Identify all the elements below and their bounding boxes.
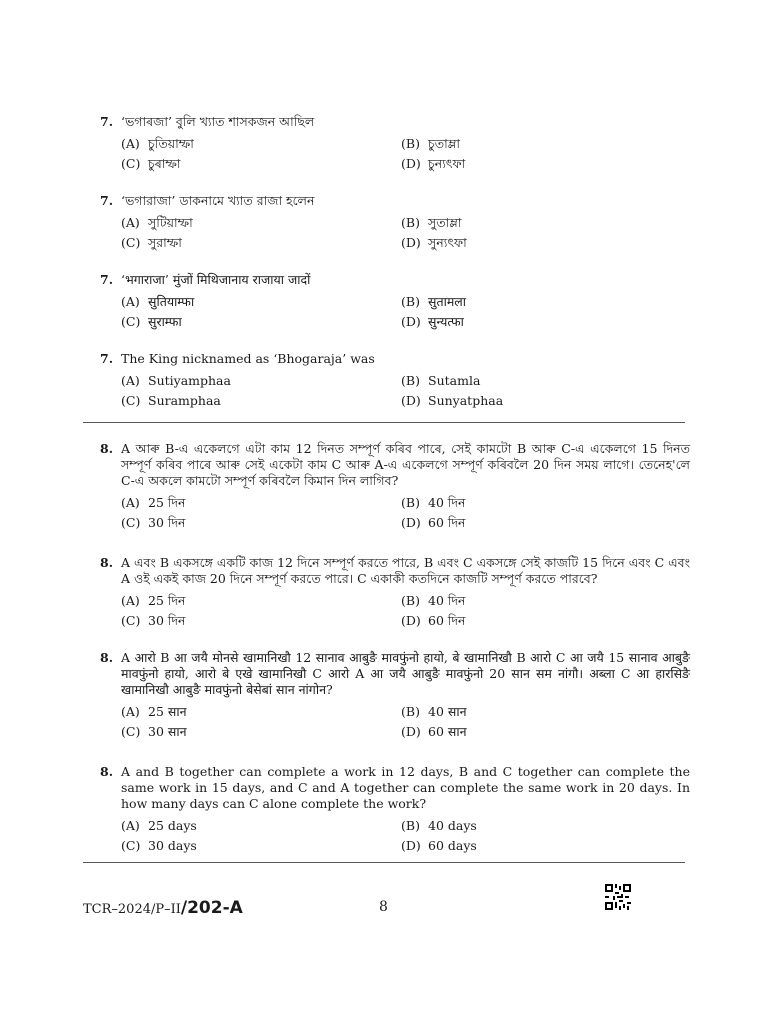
question-8-bodo <box>100 650 690 740</box>
option-a: (A) চুতিয়াম্ফা <box>121 136 194 151</box>
option-a: (A) 25 सान <box>121 704 187 719</box>
option-a: (A) Sutiyamphaa <box>121 373 231 388</box>
question-text: A আৰু B-এ একেলগে এটা কাম 12 দিনত সম্পূৰ্ণ কৰিব পাৰে, সেই কামটো B আৰু C-এ একেলগে 15 দিনত সম্পূৰ্ণ কৰিব পাৰে আৰু সেই একেটা কাম C আৰু A-এ একেলগে সম্পূৰ্ণ কৰিবলৈ 20 দিন সময় লাগে। তেনেহ'লে C-এ অকলে কামটো সম্পূৰ্ণ কৰিবলৈ কিমান দিন লাগিব? <box>121 441 690 488</box>
option-d: (D) 60 দিন <box>401 613 466 628</box>
option-c: (C) 30 सान <box>121 724 187 739</box>
option-a: (A) 25 দিন <box>121 593 186 608</box>
option-d: (D) 60 सान <box>401 724 467 739</box>
question-number: 8. <box>100 555 114 570</box>
page-number: 8 <box>379 899 388 915</box>
option-b: (B) 40 দিন <box>401 593 466 608</box>
option-d: (D) Sunyatphaa <box>401 393 504 408</box>
question-8-bengali <box>100 555 690 629</box>
option-a: (A) सुतियाम्फा <box>121 294 195 309</box>
option-d: (D) সুন্যৎফা <box>401 235 467 250</box>
option-d: (D) চুন্যৎফা <box>401 156 466 171</box>
option-c: (C) 30 দিন <box>121 515 186 530</box>
paper-code: TCR–2024/P–II/202-A <box>83 898 243 918</box>
option-a: (A) 25 days <box>121 818 197 833</box>
question-number: 8. <box>100 764 114 779</box>
question-number: 7. <box>100 114 114 129</box>
option-c: (C) Suramphaa <box>121 393 221 408</box>
question-text: ‘ভগারাজা’ ডাকনামে খ্যাত রাজা হলেন <box>121 193 315 208</box>
option-b: (B) Sutamla <box>401 373 481 388</box>
question-7-bengali <box>100 193 690 251</box>
question-7-assamese <box>100 114 690 172</box>
option-d: (D) सुन्यत्फा <box>401 314 464 329</box>
option-a: (A) 25 দিন <box>121 495 186 510</box>
option-b: (B) চুতাম্লা <box>401 136 461 151</box>
option-b: (B) 40 দিন <box>401 495 466 510</box>
option-d: (D) 60 দিন <box>401 515 466 530</box>
option-b: (B) 40 सान <box>401 704 467 719</box>
question-number: 7. <box>100 272 114 287</box>
question-text: A आरो B आ जयै मोनसे खामानिखौ 12 सानाव आबुङै मावफुंनो हायो, बे खामानिखौ B आरो C आ जयै 15 सानाव आबुङै मावफुंनो हायो, आरो बे एखे खामानिखौ C आरो A आ जयै आबुङै मावफुंनो 20 सान सम नांगौ। अब्ला C आ हारसिङै खामानिखौ आबुङै मावफुंनो बेसेबां सान नांगोन? <box>121 650 690 697</box>
option-c: (C) सुराम्फा <box>121 314 182 329</box>
qr-code-icon <box>605 884 631 910</box>
section-divider <box>83 422 685 423</box>
option-c: (C) 30 days <box>121 838 197 853</box>
option-b: (B) सुतामला <box>401 294 467 309</box>
option-d: (D) 60 days <box>401 838 477 853</box>
question-number: 8. <box>100 650 114 665</box>
question-8-assamese <box>100 441 690 531</box>
footer-divider <box>83 862 685 863</box>
option-c: (C) সুরাম্ফা <box>121 235 182 250</box>
option-b: (B) 40 days <box>401 818 477 833</box>
question-text: ‘भगाराजा’ मुंजों मिथिजानाय राजाया जादों <box>121 272 311 287</box>
question-number: 7. <box>100 193 114 208</box>
question-text: A and B together can complete a work in 12 days, B and C together can complete the same work in 15 days, and C and A together can complete the same work in 20 days. In how many days can C alone complete the work? <box>121 764 690 811</box>
question-text: The King nicknamed as ‘Bhogaraja’ was <box>121 351 375 366</box>
question-number: 8. <box>100 441 114 456</box>
question-text: A এবং B একসঙ্গে একটি কাজ 12 দিনে সম্পূর্ণ করতে পারে, B এবং C একসঙ্গে সেই কাজটি 15 দিনে এবং C এবং A ওই একই কাজ 20 দিনে সম্পূর্ণ করতে পারে। C একাকী কতদিনে কাজটি সম্পূর্ণ করতে পারবে? <box>121 555 690 586</box>
question-number: 7. <box>100 351 114 366</box>
option-c: (C) চুৰাম্ফা <box>121 156 181 171</box>
question-7-bodo <box>100 272 690 330</box>
option-a: (A) সুটিয়াম্ফা <box>121 215 193 230</box>
question-7-english <box>100 351 690 409</box>
question-8-english <box>100 764 690 854</box>
option-b: (B) সুতাম্লা <box>401 215 462 230</box>
option-c: (C) 30 দিন <box>121 613 186 628</box>
question-text: ‘ভগাৰজা’ বুলি খ্যাত শাসকজন আছিল <box>121 114 315 129</box>
